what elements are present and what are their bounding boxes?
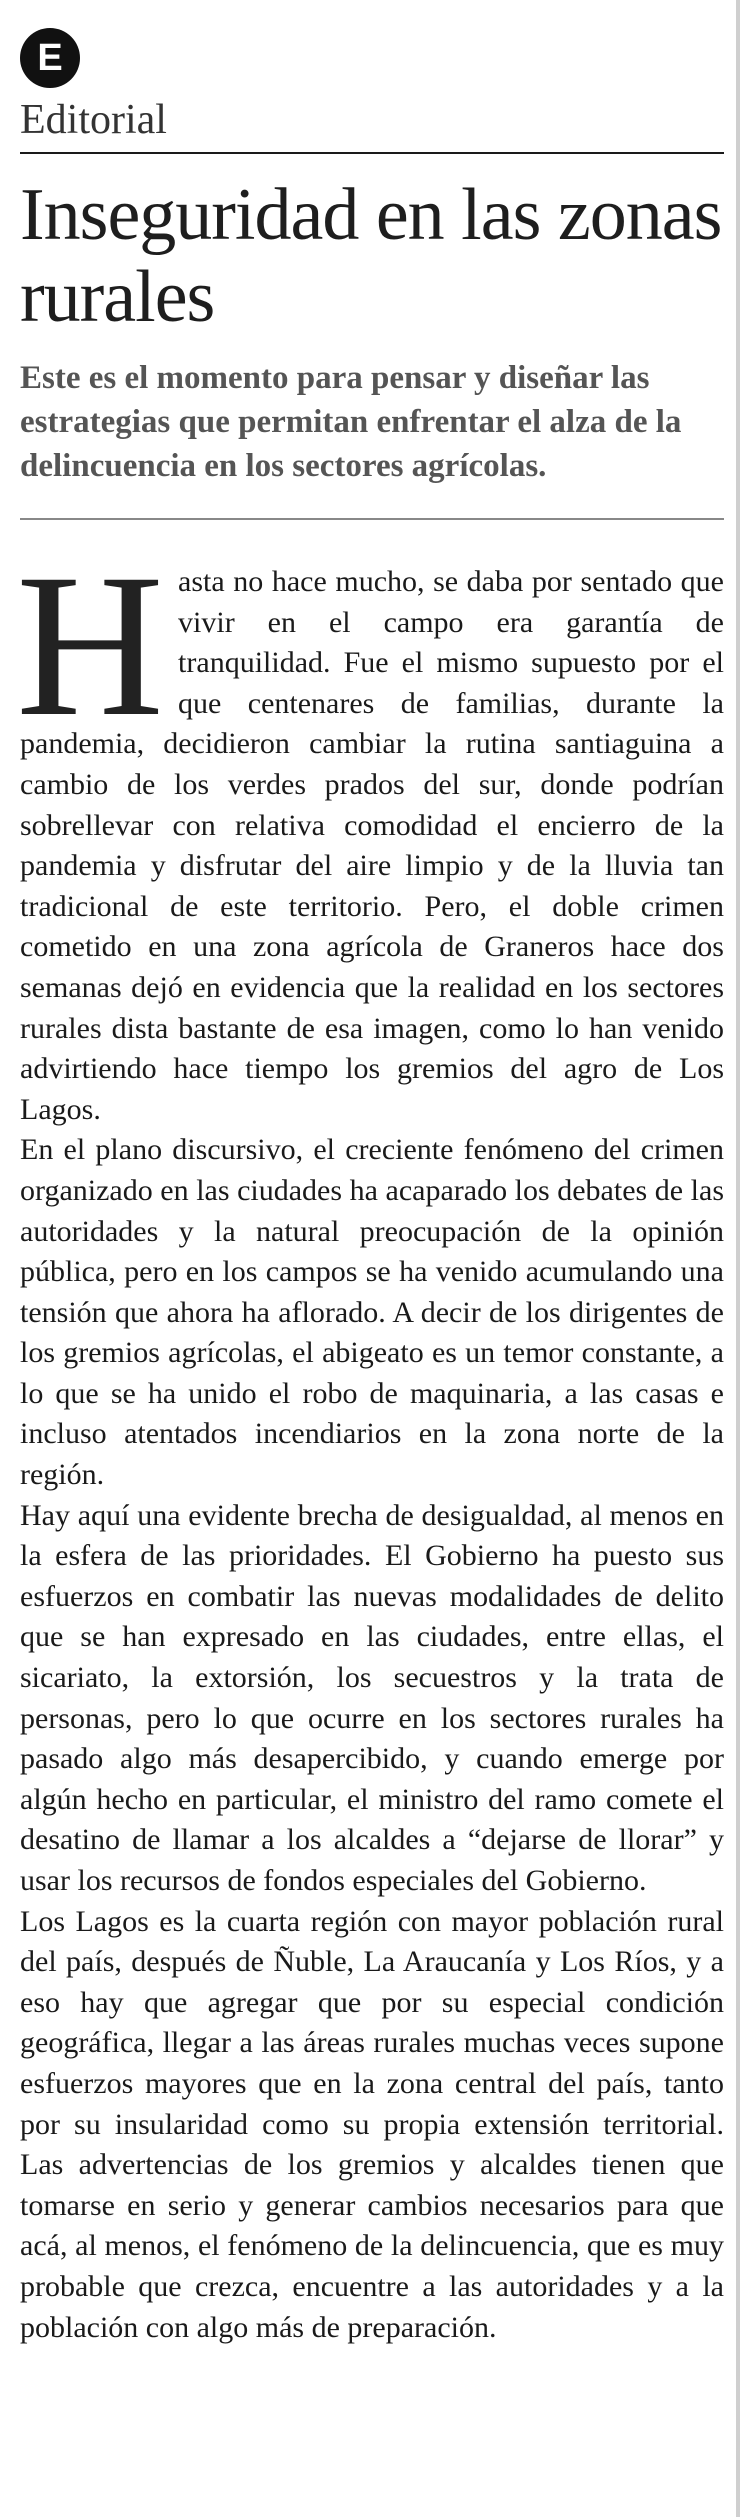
page-edge-shadow [736,0,740,2517]
editorial-badge: E [20,28,80,88]
paragraph-1 [16,532,724,1130]
headline: Inseguridad en las zonas rurales [20,174,722,338]
section-divider [20,152,724,154]
dek-subtitle: Este es el momento para pensar y diseñar las estrategias que permitan enfrentar el alza de la delincuencia en los sectores agrícolas. [20,360,682,484]
paragraph-1-text: asta no hace mucho, se daba por sentado que vivir en el campo era garantía de tranquilidad. Fue el mismo supuesto por el que centenares de familias, durante la pandemia, decidieron cambiar la rutina santiaguina a cambio de los verdes prados del sur, donde podrían sobrellevar con relativa comodidad el encierro de la pandemia y disfrutar del aire limpio y de la lluvia tan tradicional de este territorio. Pero, el doble crimen cometido en una zona agrícola de Graneros hace dos semanas dejó en evidencia que la realidad en los sectores rurales dista bastante de esa imagen, como lo han venido advirtiendo hace tiempo los gremios del agro de Los Lagos. [20,565,724,1126]
paragraph-4: Los Lagos es la cuarta región con mayor población rural del país, después de Ñuble, La Araucanía y Los Ríos, y a eso hay que agregar que por su especial condición geográfica, llegar a las áreas rurales muchas veces supone esfuerzos mayores que en la zona central del país, tanto por su insularidad como su propia extensión territorial. Las advertencias de los gremios y alcaldes tienen que tomarse en serio y generar cambios necesarios para que acá, al menos, el fenómeno de la delincuencia, que es muy probable que crezca, encuentre a las autoridades y a la población con algo más de preparación. [20,1904,724,2344]
article-body [16,532,724,2348]
paragraph-2: En el plano discursivo, el creciente fenómeno del crimen organizado en las ciudades ha acaparado los debates de las autoridades y la natural preocupación de la opinión pública, pero en los campos se ha venido acumulando una tensión que ahora ha aflorado. A decir de los dirigentes de los gremios agrícolas, el abigeato es un temor constante, a lo que se ha unido el robo de maquinaria, a las casas e incluso atentados incendiarios en la zona norte de la región. [20,1133,724,1492]
badge-row [20,28,724,90]
dek-divider [20,518,724,520]
drop-cap: H [16,532,165,759]
section-label: Editorial [20,97,167,143]
paragraph-3: Hay aquí una evidente brecha de desigualdad, al menos en la esfera de las prioridades. El Gobierno ha puesto sus esfuerzos en combatir las nuevas modalidades de delito que se han expresado en las ciudades, entre ellas, el sicariato, la extorsión, los secuestros y la trata de personas, pero lo que ocurre en los sectores rurales ha pasado algo más desapercibido, y cuando emerge por algún hecho en particular, el ministro del ramo comete el desatino de llamar a los alcaldes a “dejarse de llorar” y usar los recursos de fondos especiales del Gobierno. [20,1498,724,1897]
